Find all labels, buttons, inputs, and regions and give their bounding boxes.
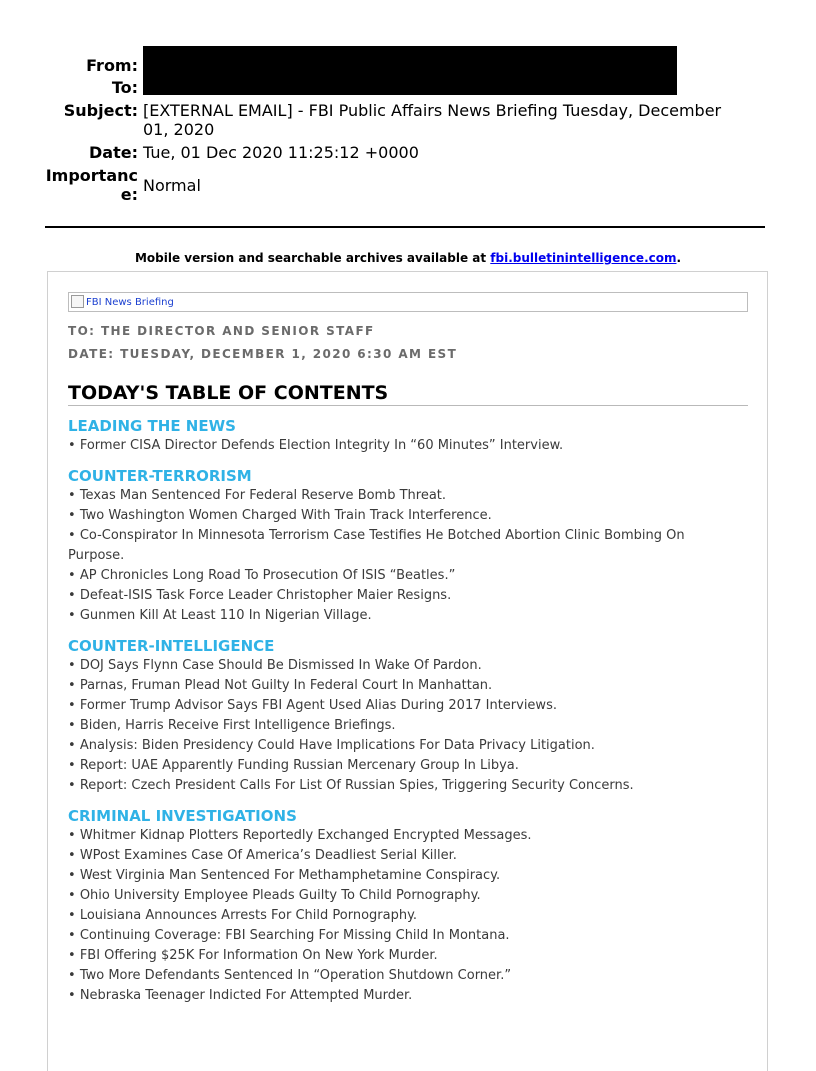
to-label: To: (111, 78, 138, 97)
list-item[interactable]: • Texas Man Sentenced For Federal Reserve Bomb Threat. (68, 486, 758, 506)
section-title: CRIMINAL INVESTIGATIONS (68, 807, 297, 825)
mobile-notice-text: Mobile version and searchable archives available at (134, 251, 491, 265)
subject-row (0, 101, 721, 139)
importance-label (0, 166, 143, 204)
to-row (0, 78, 143, 97)
list-item[interactable]: • Whitmer Kidnap Plotters Reportedly Exchanged Encrypted Messages. (68, 826, 758, 846)
subject-label: Subject: (63, 101, 138, 120)
list-item[interactable]: • FBI Offering $25K For Information On New York Murder. (68, 946, 758, 966)
list-item[interactable]: • Former Trump Advisor Says FBI Agent Used Alias During 2017 Interviews. (68, 696, 758, 716)
subject-value (143, 101, 721, 139)
list-item[interactable]: • Former CISA Director Defends Election Integrity In “60 Minutes” Interview. (68, 436, 758, 456)
list-item[interactable]: • Gunmen Kill At Least 110 In Nigerian Village. (68, 606, 758, 626)
list-item-continuation[interactable]: Purpose. (68, 548, 125, 563)
list-item[interactable]: • Ohio University Employee Pleads Guilty To Child Pornography. (68, 886, 758, 906)
mobile-notice-suffix: . (676, 251, 682, 265)
importance-row (0, 166, 201, 204)
section-title: COUNTER-INTELLIGENCE (68, 637, 275, 655)
list-item[interactable]: • Report: Czech President Calls For List Of Russian Spies, Triggering Security Concerns. (68, 776, 758, 796)
subject-line-2: 01, 2020 (143, 120, 215, 139)
section-leading-the-news (68, 416, 758, 456)
list-item[interactable]: • AP Chronicles Long Road To Prosecution Of ISIS “Beatles.” (68, 566, 758, 586)
list-item[interactable]: • Parnas, Fruman Plead Not Guilty In Federal Court In Manhattan. (68, 676, 758, 696)
list-item[interactable]: • Biden, Harris Receive First Intelligence Briefings. (68, 716, 758, 736)
toc-title: TODAY'S TABLE OF CONTENTS (68, 382, 748, 406)
importance-label-line-2: e: (120, 185, 138, 204)
list-item[interactable]: • Two Washington Women Charged With Train Track Interference. (68, 506, 758, 526)
list-item[interactable]: • Louisiana Announces Arrests For Child Pornography. (68, 906, 758, 926)
list-item[interactable]: • Continuing Coverage: FBI Searching For Missing Child In Montana. (68, 926, 758, 946)
recipient-line: TO: THE DIRECTOR AND SENIOR STAFF (68, 324, 375, 338)
broken-image-icon (71, 295, 84, 308)
section-criminal-investigations (68, 806, 758, 1006)
archive-link[interactable]: fbi.bulletinintelligence.com (490, 251, 677, 265)
importance-label-line-1: Importanc (45, 166, 138, 185)
list-item[interactable]: • West Virginia Man Sentenced For Methamphetamine Conspiracy. (68, 866, 758, 886)
importance-value: Normal (143, 176, 201, 195)
date-value: Tue, 01 Dec 2020 11:25:12 +0000 (143, 143, 419, 162)
list-item[interactable]: • DOJ Says Flynn Case Should Be Dismissed In Wake Of Pardon. (68, 656, 758, 676)
date-row (0, 143, 419, 162)
list-item[interactable]: • WPost Examines Case Of America’s Deadliest Serial Killer. (68, 846, 758, 866)
list-item[interactable]: • Co-Conspirator In Minnesota Terrorism Case Testifies He Botched Abortion Clinic Bombing On (68, 526, 758, 546)
section-counter-intelligence (68, 636, 758, 796)
mobile-notice (0, 251, 816, 265)
subject-line-1: [EXTERNAL EMAIL] - FBI Public Affairs News Briefing Tuesday, December (143, 101, 722, 120)
list-item[interactable]: • Analysis: Biden Presidency Could Have Implications For Data Privacy Litigation. (68, 736, 758, 756)
section-counter-terrorism (68, 466, 758, 626)
list-item[interactable]: • Report: UAE Apparently Funding Russian Mercenary Group In Libya. (68, 756, 758, 776)
header-divider (45, 226, 765, 228)
date-label: Date: (89, 143, 138, 162)
list-item[interactable]: • Nebraska Teenager Indicted For Attempted Murder. (68, 986, 758, 1006)
section-title: COUNTER-TERRORISM (68, 467, 252, 485)
list-item[interactable]: • Defeat-ISIS Task Force Leader Christopher Maier Resigns. (68, 586, 758, 606)
banner-image (68, 292, 748, 312)
date-line: DATE: TUESDAY, DECEMBER 1, 2020 6:30 AM EST (68, 347, 458, 361)
redaction-box (143, 46, 677, 95)
from-label: From: (86, 56, 138, 75)
from-row (0, 56, 143, 75)
section-title: LEADING THE NEWS (68, 417, 236, 435)
banner-alt-text: FBI News Briefing (86, 297, 174, 308)
list-item[interactable]: • Two More Defendants Sentenced In “Operation Shutdown Corner.” (68, 966, 758, 986)
